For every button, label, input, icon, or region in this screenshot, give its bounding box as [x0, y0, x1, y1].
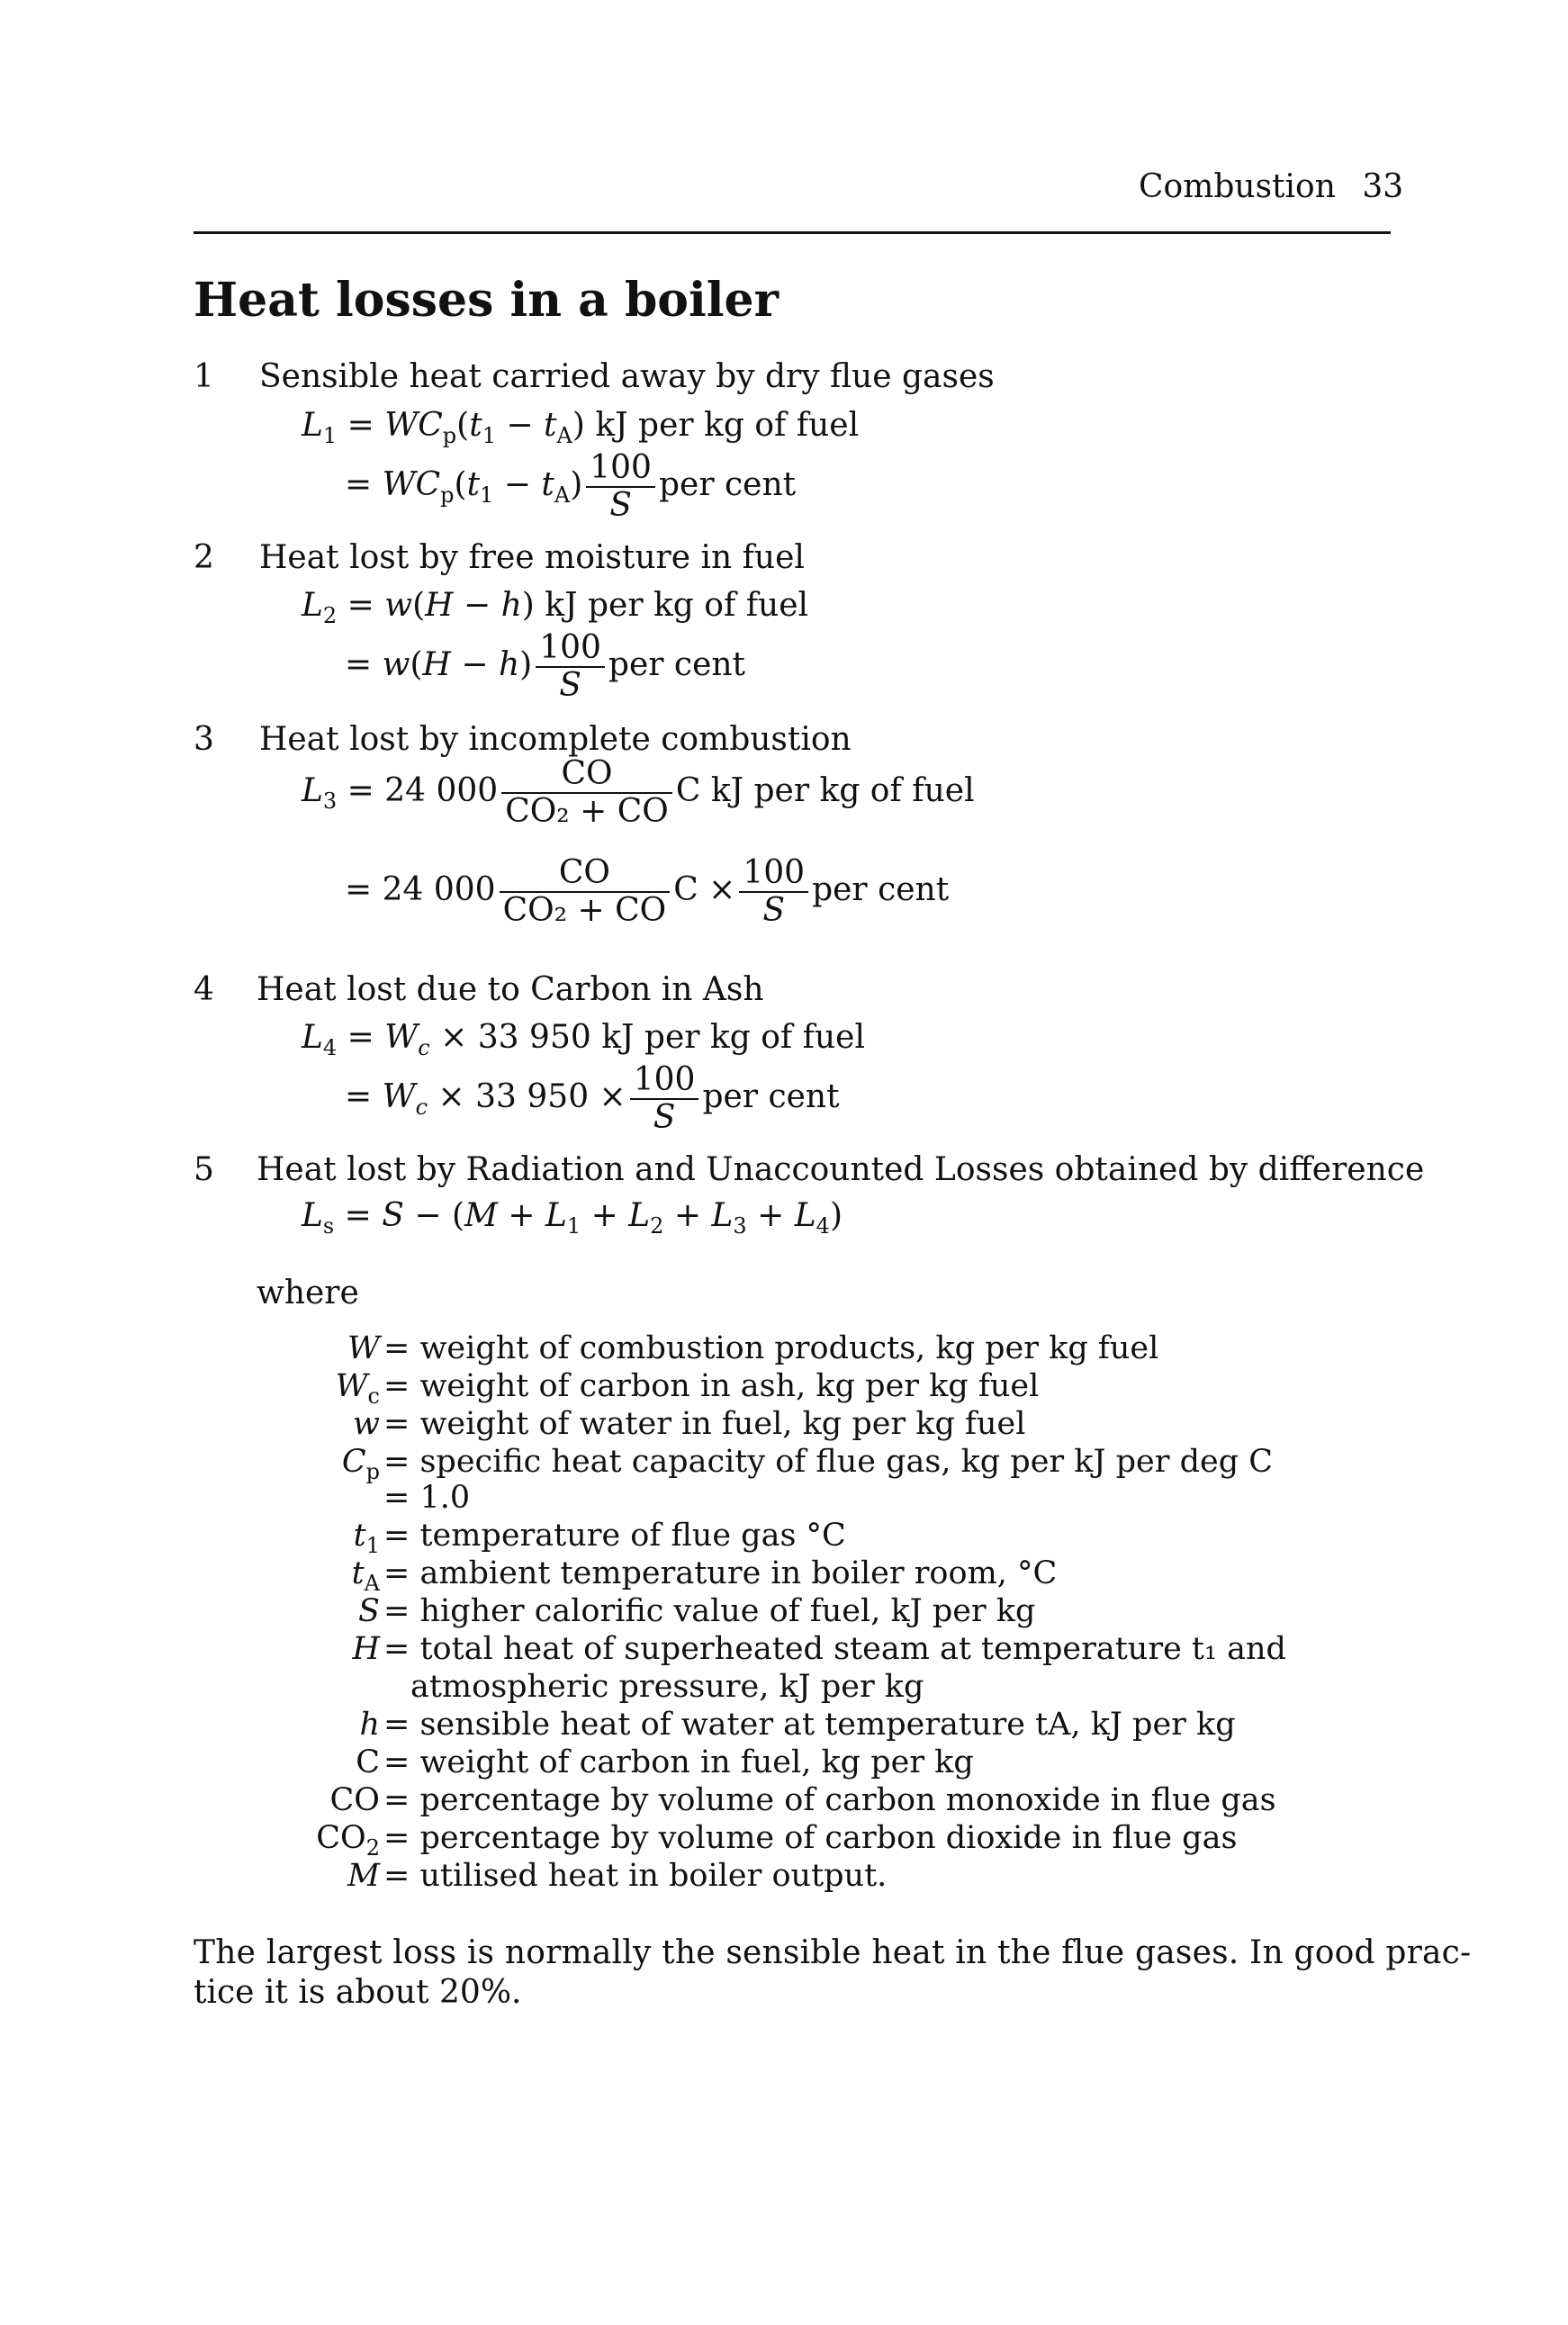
item-2-eq2-unit: per cent [608, 646, 746, 683]
item-3-fraction-1: $\frac{CO}{\text{CO₂ + CO}}$ [501, 756, 672, 830]
item-2-equation-1: $L_2 = w(H - h)$ kJ per kg of fuel [302, 587, 809, 628]
header-rule [194, 231, 1391, 234]
header-section: Combustion [1139, 168, 1336, 205]
item-3-eq1-unit: C kJ per kg of fuel [675, 772, 975, 809]
item-2-heading: Heat lost by free moisture in fuel [259, 539, 805, 576]
item-1-eq1-unit: kJ per kg of fuel [595, 407, 860, 444]
item-3-number: 3 [194, 721, 214, 758]
item-2-fraction: $\frac{100}{S}$ [536, 630, 605, 704]
def-symbol: $CO_2$ [316, 1820, 380, 1861]
def-symbol: S [358, 1593, 380, 1629]
item-4-number: 4 [194, 971, 214, 1008]
item-1-equation-2: = $WC_p(t_1 - t_A)$ $\frac{100}{S}$ per cent [345, 449, 797, 524]
item-3-equation-2: = 24 000 $\frac{CO}{\text{CO₂ + CO}}$ C × $\frac{100}{S}$ per cent [345, 854, 950, 929]
item-3-heading: Heat lost by incomplete combustion [259, 721, 852, 758]
item-2-eq1-unit: kJ per kg of fuel [545, 587, 809, 624]
item-4-equation-1: $L_4 = W_c \times 33$ 950 kJ per kg of fuel [302, 1019, 865, 1060]
item-2-number: 2 [194, 539, 214, 576]
def-symbol: $W_c$ [335, 1368, 380, 1409]
item-4-eq2-unit: per cent [702, 1078, 840, 1115]
item-1-equation-1: $L_1 = WC_p(t_1 - t_A)$ kJ per kg of fuel [302, 407, 860, 448]
item-1-heading: Sensible heat carried away by dry flue gases [259, 358, 995, 395]
running-header [1139, 168, 1403, 205]
item-4-equation-2: = $W_c \times 33$ 950 × $\frac{100}{S}$ per cent [345, 1061, 840, 1136]
item-2-equation-2: = w(H − h) $\frac{100}{S}$ per cent [345, 629, 746, 704]
item-4-heading: Heat lost due to Carbon in Ash [257, 971, 764, 1008]
definitions-list: W = weight of combustion products, kg per kg fuel $W_c$ = weight of carbon in ash, kg per kg fuel w = weight of water in fuel, kg per kg fuel $C_p$ = specific heat capacity of flue gas, kg per kJ per deg C = 1.0 $t_1$ = temperature of flue gas °C $t_A$ = ambient temperature in boiler room, °C S = higher calorific value of fuel, kJ per kg H = total heat of superheated steam at temperature t₁ and atmospheric pressure, kJ per kg h = sensible heat of water at temperature tA, kJ per kg C = weight of carbon in fuel, kg per kg CO = percentage by volume of carbon monoxide in flue gas $CO_2$ = percentage by volume of carbon dioxide in flue gas M = utilised heat in boiler output. [316, 1330, 1286, 1894]
where-label: where [257, 1275, 359, 1311]
item-3-fraction-3: $\frac{100}{S}$ [739, 855, 808, 929]
item-5-number: 5 [194, 1151, 214, 1188]
item-1-number: 1 [194, 358, 214, 395]
item-4-fraction: $\frac{100}{S}$ [630, 1062, 699, 1136]
def-symbol: w [353, 1406, 380, 1442]
def-symbol: M [347, 1858, 380, 1894]
def-symbol: W [347, 1330, 380, 1366]
closing-line-1: The largest loss is normally the sensible heat in the flue gases. In good prac- [194, 1934, 1472, 1971]
def-symbol: C [356, 1744, 380, 1780]
def-symbol: $t_A$ [351, 1555, 380, 1596]
def-symbol: CO [329, 1782, 380, 1818]
item-3-equation-1: $L_3 = 24$ 000 $\frac{CO}{\text{CO₂ + CO}}$ C kJ per kg of fuel [302, 755, 975, 830]
def-symbol: H [352, 1631, 380, 1667]
item-5-equation: $L_s = S - (M + L_1 + L_2 + L_3 + L_4)$ [302, 1197, 843, 1239]
closing-line-2: tice it is about 20%. [194, 1974, 522, 2011]
page-number: 33 [1362, 168, 1404, 205]
item-4-eq1-unit: kJ per kg of fuel [601, 1019, 865, 1056]
item-1-fraction: $\frac{100}{S}$ [586, 450, 655, 524]
item-3-eq2-unit: per cent [812, 871, 950, 908]
page-title: Heat losses in a boiler [194, 273, 779, 328]
def-symbol: h [359, 1707, 380, 1743]
item-5-heading: Heat lost by Radiation and Unaccounted Losses obtained by difference [257, 1151, 1425, 1188]
item-1-eq2-unit: per cent [658, 466, 797, 503]
def-symbol: $t_1$ [353, 1518, 380, 1558]
item-3-fraction-2: $\frac{CO}{\text{CO₂ + CO}}$ [500, 855, 671, 929]
def-symbol: $C_p$ [341, 1444, 380, 1484]
